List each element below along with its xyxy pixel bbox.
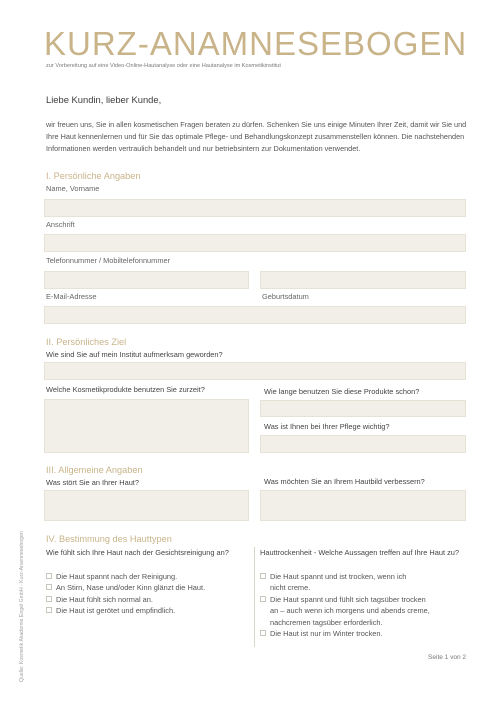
section-goal-title: II. Persönliches Ziel — [46, 337, 127, 347]
products-question: Welche Kosmetikprodukte benutzen Sie zurzeit? — [46, 385, 205, 394]
dryness-option[interactable]: Die Haut spannt und fühlt sich tagsüber trocken — [260, 594, 470, 605]
phone-field-2[interactable] — [260, 271, 466, 289]
important-question: Was ist Ihnen bei Ihrer Pflege wichtig? — [264, 422, 390, 431]
bother-field[interactable] — [44, 490, 249, 521]
page-subtitle: zur Vorbereitung auf eine Video-Online-Hautanalyse oder eine Hautanalyse im Kosmetikinstitut — [46, 63, 281, 69]
found-question: Wie sind Sie auf mein Institut aufmerksam geworden? — [46, 350, 223, 359]
products-field[interactable] — [44, 399, 249, 453]
dryness-option[interactable]: Die Haut spannt und ist trocken, wenn ich — [260, 571, 470, 582]
checkbox[interactable] — [46, 573, 52, 579]
name-label: Name, Vorname — [46, 184, 100, 193]
checkbox[interactable] — [46, 596, 52, 602]
source-note: Quelle: Kosmetik Akademie Engel GmbH - Kurz-Anamnesebogen — [19, 531, 25, 682]
duration-question: Wie lange benutzen Sie diese Produkte schon? — [264, 387, 420, 396]
section-skintype-title: IV. Bestimmung des Hauttypen — [46, 534, 172, 544]
checkbox[interactable] — [260, 596, 266, 602]
improve-field[interactable] — [260, 490, 466, 521]
checkbox[interactable] — [46, 584, 52, 590]
phone-label: Telefonnummer / Mobiltelefonnummer — [46, 256, 171, 265]
page-number: Seite 1 von 2 — [428, 654, 466, 661]
email-birthdate-field[interactable] — [44, 306, 466, 324]
dryness-option-cont: nachcremen tagsüber erforderlich. — [270, 617, 383, 627]
intro-text: wir freuen uns, Sie in allen kosmetischen Fragen beraten zu dürfen. Schenken Sie uns einige Minuten Ihrer Zeit, damit wir Sie und Ihre Haut kennenlernen und für Sie das optimale Pflege- und Behandlungskonzept zusammenstellen können. Die nachstehenden Informationen werden vertraulich behandelt und nur betriebsintern zur Dokumentation verwendet. — [46, 120, 467, 153]
cleansing-option[interactable]: Die Haut fühlt sich normal an. — [46, 594, 251, 605]
cleansing-question: Wie fühlt sich Ihre Haut nach der Gesichtsreinigung an? — [46, 548, 229, 557]
section-general-title: III. Allgemeine Angaben — [46, 465, 143, 475]
email-label: E-Mail-Adresse — [46, 292, 97, 301]
page-title: KURZ-ANAMNESEBOGEN — [44, 25, 468, 62]
section-personal-title: I. Persönliche Angaben — [46, 171, 141, 181]
found-field[interactable] — [44, 362, 466, 380]
dryness-option[interactable]: Die Haut ist nur im Winter trocken. — [260, 628, 470, 639]
name-field[interactable] — [44, 199, 466, 217]
dryness-option-cont: an – auch wenn ich morgens und abends creme, — [270, 606, 430, 616]
dryness-options — [260, 571, 470, 639]
important-field[interactable] — [260, 435, 466, 453]
address-label: Anschrift — [46, 220, 75, 229]
address-field[interactable] — [44, 234, 466, 252]
checkbox[interactable] — [46, 607, 52, 613]
checkbox[interactable] — [260, 573, 266, 579]
duration-field[interactable] — [260, 400, 466, 417]
dryness-question: Hauttrockenheit - Welche Aussagen treffen auf Ihre Haut zu? — [260, 548, 459, 557]
phone-field[interactable] — [44, 271, 249, 289]
bother-question: Was stört Sie an Ihrer Haut? — [46, 478, 139, 487]
cleansing-option[interactable]: An Stirn, Nase und/oder Kinn glänzt die Haut. — [46, 582, 251, 593]
dryness-option-cont: nicht creme. — [270, 583, 311, 593]
improve-question: Was möchten Sie an Ihrem Hautbild verbessern? — [264, 477, 425, 486]
birthdate-label: Geburtsdatum — [262, 292, 309, 301]
column-divider — [254, 547, 255, 647]
cleansing-option[interactable]: Die Haut ist gerötet und empfindlich. — [46, 605, 251, 616]
cleansing-options — [46, 571, 251, 617]
checkbox[interactable] — [260, 630, 266, 636]
cleansing-option[interactable]: Die Haut spannt nach der Reinigung. — [46, 571, 251, 582]
greeting: Liebe Kundin, lieber Kunde, — [46, 94, 162, 105]
